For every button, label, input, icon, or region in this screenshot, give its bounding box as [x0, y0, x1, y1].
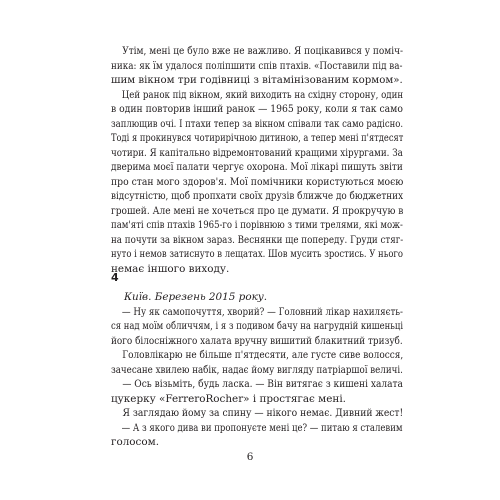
text-line: — Ось візьміть, будь ласка. — Він витягає з кишені халата — [122, 378, 403, 390]
text-line: його білосніжного халата вручну вишитий блакитний тризуб. — [111, 334, 403, 347]
text-line: немає іншого виходу. — [111, 262, 230, 275]
text-line: голосом. — [111, 436, 160, 448]
text-line: Утім, мені це було вже не важливо. Я поцікавився у поміч- — [122, 45, 404, 57]
text-line: відсутністю, щоб пропхати своїх друзів ближче до бюджетних — [111, 190, 404, 202]
page-number: 6 — [246, 451, 254, 463]
text-line: заплющив очі. І птахи тепер за вікном співали так само радісно. — [111, 117, 404, 130]
text-block-top — [111, 44, 403, 276]
text-line: — А з якого дива ви пропонуєте мені це? — питаю я сталевим — [121, 421, 403, 434]
text-line: дверима моєї палати чергує охорона. Мої лікарі пишуть звіти — [111, 161, 403, 173]
text-line: Я заглядаю йому за спину — нікого немає. Дивний жест! — [122, 407, 404, 419]
text-block-bottom — [111, 290, 403, 450]
text-line: в один повторив інший ранок — 1965 року, коли я так само — [111, 103, 403, 115]
text-line: зачесане хвилею набік, надає йому вигляду патріаршої величі. — [111, 363, 403, 376]
text-line: цукерку «FerreroRocher» і простягає мені. — [111, 392, 346, 405]
text-line: грошей. Але мені не хочеться про це думати. Я прокручую в — [111, 204, 404, 217]
text-line: ся над моїм обличчям, і я з подивом бачу на нагрудній кишеньці — [111, 320, 404, 332]
section-number: 4 — [111, 271, 119, 284]
text-line: про стан мого здоров'я. Мої помічники користуються моєю — [111, 175, 404, 188]
text-line: Тоді я прокинувся чотирирічною дитиною, а тепер мені п'ятдесят — [111, 132, 404, 144]
text-line: чотири. Я капітально відремонтований кращими хірургами. За — [111, 146, 403, 159]
text-line: на почути за вікном зараз. Веснянки ще попереду. Груди стяг- — [111, 233, 404, 246]
text-line: Цей ранок під вікном, який виходить на східну сторону, один — [121, 88, 404, 101]
text-line: нуто і немов затиснуто в лещатах. Шов мусить зростись. У нього — [111, 248, 403, 260]
dateline: Київ. Березень 2015 року. — [124, 291, 268, 303]
text-line: ника: як їм удалося поліпшити спів птахів. «Поставили під ва- — [111, 59, 403, 72]
text-line: пам'яті спів птахів 1965-го і порівнюю з тими трелями, які мож- — [111, 219, 403, 231]
text-line: — Ну як самопочуття, хворий? — Головний лікар нахиляєть- — [121, 305, 403, 318]
text-line: шим вікном три годівниці з вітамінізованим кормом». — [111, 74, 403, 86]
text-line: Головлікарю не більше п'ятдесяти, але густе сиве волосся, — [122, 349, 404, 361]
